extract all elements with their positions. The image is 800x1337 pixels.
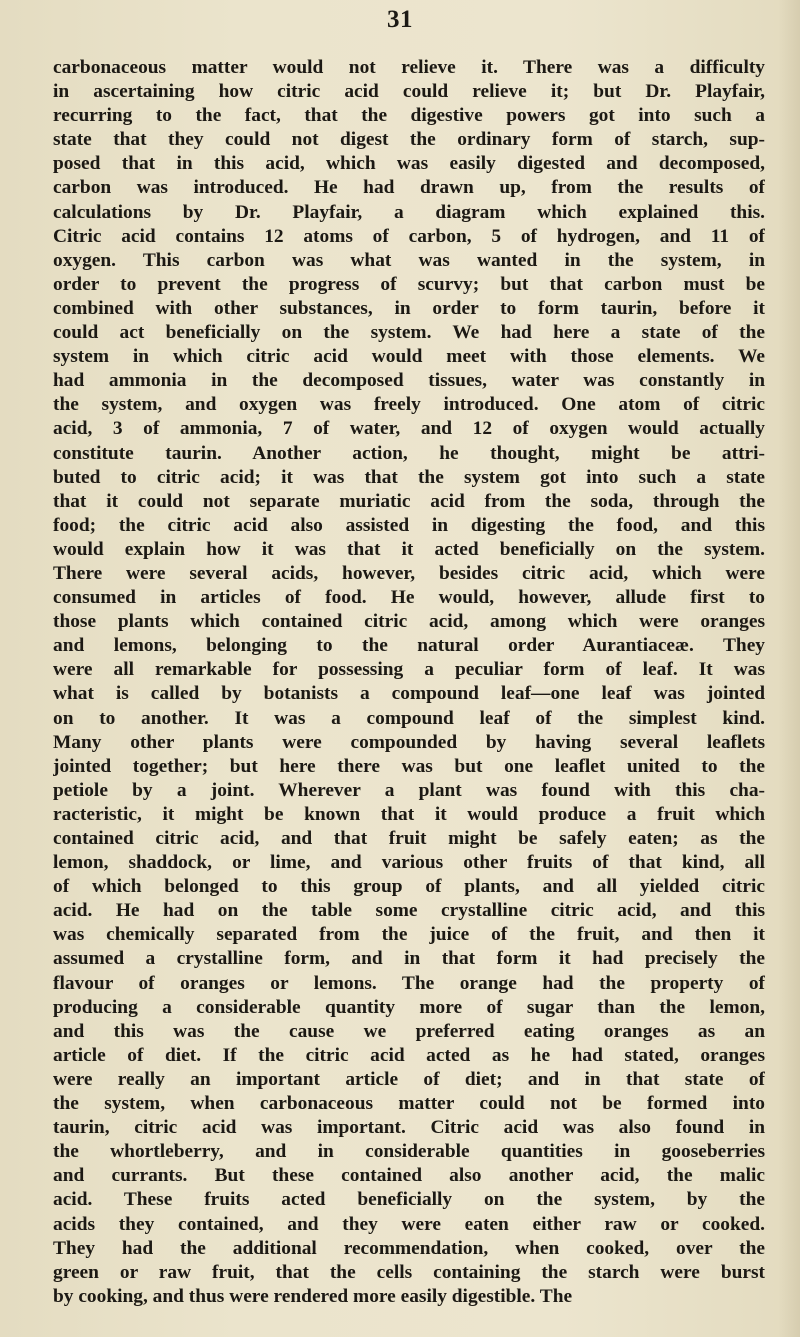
text-line: and this was the cause we preferred eating oranges as an	[53, 1020, 765, 1042]
text-line: posed that in this acid, which was easily digested and decomposed,	[53, 153, 765, 175]
text-line: buted to citric acid; it was that the system got into such a state	[53, 466, 765, 488]
text-line: could act beneficially on the system. We had here a state of the	[53, 322, 765, 344]
text-line: by cooking, and thus were rendered more easily digestible. The	[53, 1285, 573, 1307]
page-edge-shadow	[778, 0, 800, 1337]
text-line: that it could not separate muriatic acid from the soda, through the	[53, 490, 765, 512]
text-line: jointed together; but here there was but one leaflet united to the	[53, 755, 765, 777]
text-line: recurring to the fact, that the digestive powers got into such a	[53, 105, 765, 127]
text-line: the system, and oxygen was freely introduced. One atom of citric	[53, 394, 765, 416]
text-line: in ascertaining how citric acid could relieve it; but Dr. Playfair,	[53, 81, 765, 103]
text-line: were really an important article of diet; and in that state of	[53, 1068, 765, 1090]
text-line: acid. These fruits acted beneficially on the system, by the	[53, 1189, 765, 1211]
body-text	[53, 56, 765, 1309]
text-line: acid, 3 of ammonia, 7 of water, and 12 of oxygen would actually	[53, 418, 765, 440]
text-line: They had the additional recommendation, when cooked, over the	[53, 1237, 765, 1259]
text-line: of which belonged to this group of plants, and all yielded citric	[53, 876, 765, 898]
text-line: constitute taurin. Another action, he thought, might be attri-	[53, 442, 765, 464]
text-line: racteristic, it might be known that it would produce a fruit which	[53, 803, 765, 825]
text-line: system in which citric acid would meet with those elements. We	[53, 346, 765, 368]
text-line: acids they contained, and they were eaten either raw or cooked.	[53, 1213, 765, 1235]
text-line: the whortleberry, and in considerable quantities in gooseberries	[53, 1141, 765, 1163]
text-line: consumed in articles of food. He would, however, allude first to	[53, 587, 765, 609]
text-line: lemon, shaddock, or lime, and various other fruits of that kind, all	[53, 852, 765, 874]
text-line: food; the citric acid also assisted in digesting the food, and this	[53, 514, 765, 536]
text-line: what is called by botanists a compound leaf—one leaf was jointed	[53, 683, 765, 705]
page-number: 31	[387, 6, 413, 33]
text-line: the system, when carbonaceous matter could not be formed into	[53, 1093, 765, 1115]
text-line: combined with other substances, in order to form taurin, before it	[53, 297, 765, 319]
text-line: There were several acids, however, besides citric acid, which were	[53, 562, 765, 584]
text-line: state that they could not digest the ordinary form of starch, sup-	[53, 129, 765, 151]
text-line: oxygen. This carbon was what was wanted in the system, in	[53, 249, 765, 271]
text-line: assumed a crystalline form, and in that form it had precisely the	[53, 948, 765, 970]
text-line: order to prevent the progress of scurvy; but that carbon must be	[53, 273, 765, 295]
text-line: petiole by a joint. Wherever a plant was found with this cha-	[53, 779, 765, 801]
text-line: and currants. But these contained also another acid, the malic	[53, 1165, 765, 1187]
text-line: carbon was introduced. He had drawn up, from the results of	[53, 177, 765, 199]
text-line: Citric acid contains 12 atoms of carbon, 5 of hydrogen, and 11 of	[53, 225, 765, 247]
text-line: were all remarkable for possessing a peculiar form of leaf. It was	[53, 659, 765, 681]
text-line: and lemons, belonging to the natural order Aurantiaceæ. They	[53, 635, 765, 657]
text-line: article of diet. If the citric acid acted as he had stated, oranges	[53, 1044, 765, 1066]
text-line: calculations by Dr. Playfair, a diagram which explained this.	[53, 201, 765, 223]
text-line: flavour of oranges or lemons. The orange had the property of	[53, 972, 765, 994]
text-line: producing a considerable quantity more of sugar than the lemon,	[53, 996, 765, 1018]
text-line: was chemically separated from the juice of the fruit, and then it	[53, 924, 765, 946]
text-line: contained citric acid, and that fruit might be safely eaten; as the	[53, 828, 765, 849]
text-line: Many other plants were compounded by having several leaflets	[53, 731, 765, 753]
text-line: carbonaceous matter would not relieve it. There was a difficulty	[53, 57, 765, 78]
text-line: green or raw fruit, that the cells containing the starch were burst	[53, 1261, 765, 1283]
text-line: would explain how it was that it acted beneficially on the system.	[53, 538, 765, 560]
text-line: those plants which contained citric acid, among which were oranges	[53, 611, 765, 633]
text-line: on to another. It was a compound leaf of the simplest kind.	[53, 707, 765, 729]
text-line: taurin, citric acid was important. Citric acid was also found in	[53, 1117, 765, 1139]
text-line: acid. He had on the table some crystalline citric acid, and this	[53, 900, 765, 922]
text-line: had ammonia in the decomposed tissues, water was constantly in	[53, 370, 765, 392]
